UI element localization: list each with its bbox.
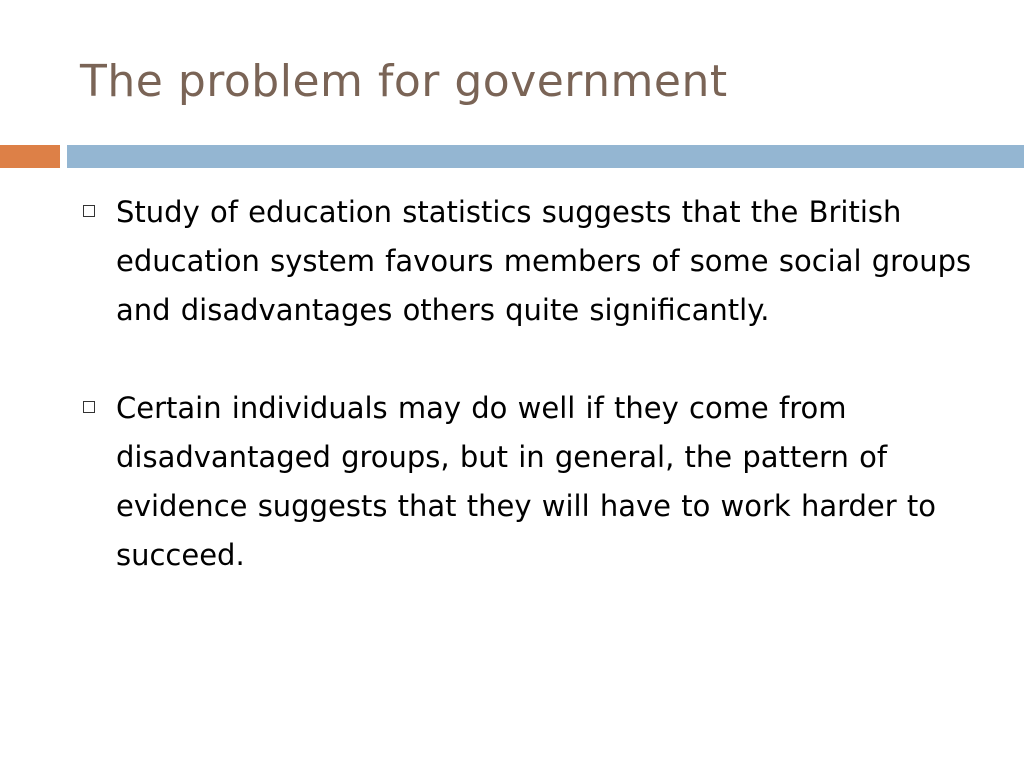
hollow-square-bullet-icon (83, 401, 95, 413)
bullet-list (80, 188, 980, 629)
hollow-square-bullet-icon (83, 205, 95, 217)
bullet-text: Study of education statistics suggests that the British education system favours members of some social groups and disadvantages others quite significantly. (116, 195, 972, 327)
accent-bar-orange (0, 145, 60, 168)
slide-title: The problem for government (80, 56, 728, 107)
bullet-item (80, 384, 980, 580)
bullet-text: Certain individuals may do well if they come from disadvantaged groups, but in general, the pattern of evidence suggests that they will have to work harder to succeed. (116, 391, 937, 572)
accent-bar-blue (67, 145, 1024, 168)
bullet-item (80, 188, 980, 335)
